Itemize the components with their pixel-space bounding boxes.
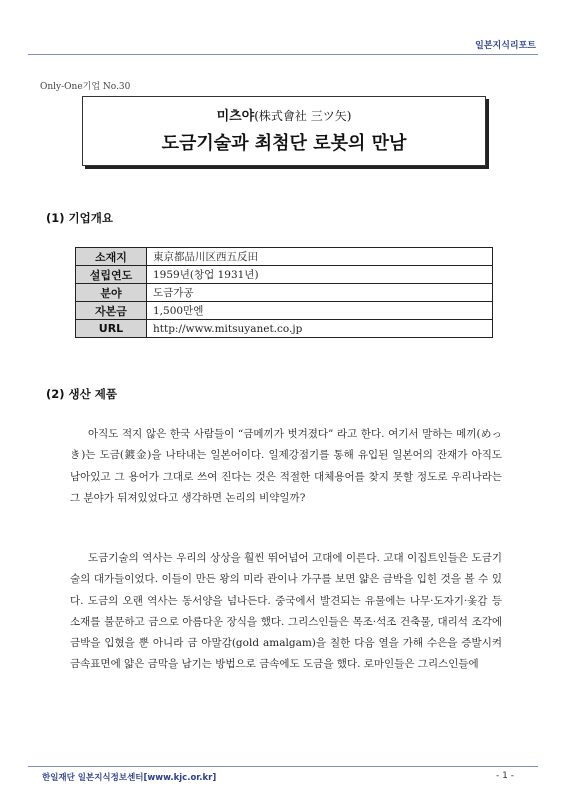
header-rule bbox=[28, 54, 538, 55]
footer-rule bbox=[28, 766, 538, 767]
body-paragraph: 아직도 적지 않은 한국 사람들이 “금메끼가 벗겨졌다” 라고 한다. 여기서 말하는 메끼(めっき)는 도금(鍍金)을 나타내는 일본어이다. 일제강점기를 통해 유입된 일본어의 잔재가 아직도 남아있고 그 용어가 그대로 쓰여 진다는 것은 적절한 대체용어를 찾지 못할 정도로 우리나라는 그 분야가 뒤져있었다고 생각하면 논리의 비약일까? bbox=[70, 428, 502, 504]
table-row bbox=[76, 248, 493, 266]
body-paragraph: 도금기술의 역사는 우리의 상상을 훨씬 뛰어넘어 고대에 이른다. 고대 이집트인들은 도금기술의 대가들이었다. 이들이 만든 왕의 미라 관이나 가구를 보면 얇은 금박을 입힌 것을 볼 수 있다. 도금의 오랜 역사는 동서양을 넘나든다. 중국에서 발견되는 유물에는 나무·도자기·옻감 등 소재를 불문하고 금으로 아름다운 장식을 했다. 그리스인들은 목조·석조 건축물, 대리석 조각에 금박을 입혔을 뿐 아니라 금 아말감(gold amalgam)을 칠한 다음 열을 가해 수은을 증발시켜 금속표면에 얇은 금막을 남기는 방법으로 금속에도 도금을 했다. 로마인들은 그리스인들에 bbox=[70, 552, 502, 671]
row-value: 1959년(창업 1931년) bbox=[147, 266, 493, 284]
row-key: URL bbox=[76, 320, 147, 338]
company-name-ko: 미츠야 bbox=[216, 109, 255, 124]
company-name bbox=[83, 105, 485, 124]
company-info-table bbox=[75, 247, 493, 338]
series-number: Only-One기업 No.30 bbox=[40, 82, 131, 92]
row-key: 자본금 bbox=[76, 302, 147, 320]
table-row bbox=[76, 284, 493, 302]
row-key: 분야 bbox=[76, 284, 147, 302]
page-number: - 1 - bbox=[496, 771, 514, 781]
row-value: 1,500만엔 bbox=[147, 302, 493, 320]
title-box bbox=[82, 96, 486, 166]
table-row bbox=[76, 302, 493, 320]
footer-org: 한일재단 일본지식정보센터[www.kjc.or.kr] bbox=[42, 773, 217, 783]
headline: 도금기술과 최첨단 로봇의 만남 bbox=[161, 133, 407, 154]
table-row bbox=[76, 320, 493, 338]
section-heading-products: (2) 생산 제품 bbox=[46, 387, 117, 401]
row-value: 도금가공 bbox=[147, 284, 493, 302]
series-label: 일본지식리포트 bbox=[475, 41, 536, 51]
table-row bbox=[76, 266, 493, 284]
company-name-jp: (株式會社 三ツ矢) bbox=[254, 109, 352, 123]
row-key: 설립연도 bbox=[76, 266, 147, 284]
row-key: 소재지 bbox=[76, 248, 147, 266]
section-heading-overview: (1) 기업개요 bbox=[46, 211, 113, 225]
url-link[interactable]: http://www.mitsuyanet.co.jp bbox=[147, 320, 493, 338]
row-value: 東京都品川区西五反田 bbox=[147, 248, 493, 266]
